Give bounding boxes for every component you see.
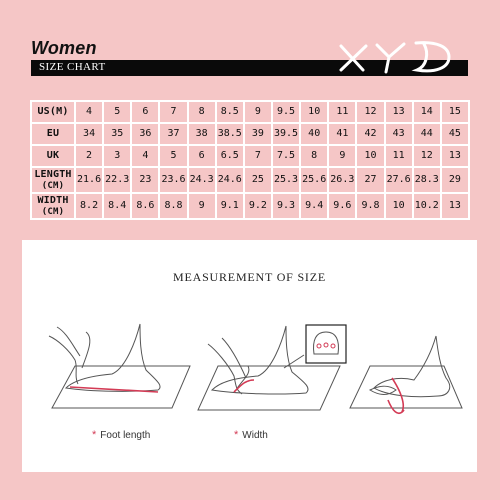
- size-cell: 10.2: [413, 193, 441, 219]
- foot-length-illustration: [49, 324, 190, 408]
- size-cell: 5: [159, 145, 187, 167]
- size-cell: 9.1: [216, 193, 244, 219]
- measurement-panel: [22, 240, 477, 472]
- size-cell: 25.6: [300, 167, 328, 193]
- size-cell: 22.3: [103, 167, 131, 193]
- size-cell: 9.3: [272, 193, 300, 219]
- size-cell: 14: [413, 101, 441, 123]
- size-row: [31, 193, 469, 219]
- size-cell: 39: [244, 123, 272, 145]
- size-row-label: [31, 193, 75, 219]
- size-cell: 4: [75, 101, 103, 123]
- size-cell: 12: [356, 101, 384, 123]
- size-cell: 26.3: [328, 167, 356, 193]
- size-cell: 24.3: [188, 167, 216, 193]
- size-cell: 8: [300, 145, 328, 167]
- size-cell: 25.3: [272, 167, 300, 193]
- width-marker: *: [234, 429, 239, 441]
- brand-title: Women: [31, 38, 97, 58]
- width-label: Width: [242, 429, 268, 441]
- foot-length-label: Foot length: [100, 429, 151, 441]
- size-cell: 28.3: [413, 167, 441, 193]
- size-cell: 35: [103, 123, 131, 145]
- size-cell: 9: [328, 145, 356, 167]
- size-cell: 5: [103, 101, 131, 123]
- size-table-grid: [30, 100, 470, 220]
- size-cell: 9: [244, 101, 272, 123]
- size-cell: 8.8: [159, 193, 187, 219]
- size-cell: 41: [328, 123, 356, 145]
- size-chart-label: SIZE CHART: [39, 61, 106, 73]
- size-cell: 21.6: [75, 167, 103, 193]
- size-cell: 9: [188, 193, 216, 219]
- size-cell: 8.2: [75, 193, 103, 219]
- size-cell: 3: [103, 145, 131, 167]
- size-cell: 10: [356, 145, 384, 167]
- size-cell: 45: [441, 123, 469, 145]
- size-row-label: [31, 167, 75, 193]
- size-cell: 44: [413, 123, 441, 145]
- size-cell: 9.4: [300, 193, 328, 219]
- size-cell: 36: [131, 123, 159, 145]
- size-cell: 15: [441, 101, 469, 123]
- size-cell: 2: [75, 145, 103, 167]
- size-cell: 34: [75, 123, 103, 145]
- size-cell: 40: [300, 123, 328, 145]
- size-row: [31, 101, 469, 123]
- size-cell: 37: [159, 123, 187, 145]
- brand-logo: [333, 39, 463, 77]
- size-cell: 4: [131, 145, 159, 167]
- size-row: [31, 145, 469, 167]
- foot-width-illustration: [198, 325, 346, 410]
- size-cell: 25: [244, 167, 272, 193]
- size-cell: 38.5: [216, 123, 244, 145]
- foot-length-marker: *: [92, 429, 97, 441]
- width-legend: [234, 429, 268, 441]
- size-cell: 9.2: [244, 193, 272, 219]
- size-cell: 27.6: [385, 167, 413, 193]
- size-cell: 10: [300, 101, 328, 123]
- size-cell: 6: [131, 101, 159, 123]
- size-cell: 7: [159, 101, 187, 123]
- size-cell: 42: [356, 123, 384, 145]
- size-row: [31, 167, 469, 193]
- size-cell: 38: [188, 123, 216, 145]
- size-cell: 10: [385, 193, 413, 219]
- size-cell: 6: [188, 145, 216, 167]
- size-cell: 9.8: [356, 193, 384, 219]
- size-cell: 23.6: [159, 167, 187, 193]
- foot-top-view-illustration: [350, 336, 462, 413]
- measurement-title: MEASUREMENT OF SIZE: [173, 270, 326, 284]
- size-cell: 8: [188, 101, 216, 123]
- size-cell: 9.6: [328, 193, 356, 219]
- size-cell: 13: [441, 193, 469, 219]
- size-row-label: [31, 123, 75, 145]
- size-cell: 24.6: [216, 167, 244, 193]
- size-cell: 8.4: [103, 193, 131, 219]
- size-cell: 8.6: [131, 193, 159, 219]
- size-cell: 7: [244, 145, 272, 167]
- size-cell: 11: [385, 145, 413, 167]
- size-cell: 13: [441, 145, 469, 167]
- size-cell: 8.5: [216, 101, 244, 123]
- size-row-label: [31, 101, 75, 123]
- size-cell: 9.5: [272, 101, 300, 123]
- size-cell: 27: [356, 167, 384, 193]
- size-cell: 13: [385, 101, 413, 123]
- size-row-label-text: EU: [46, 128, 60, 139]
- size-row-label-text: UK: [46, 150, 60, 161]
- size-cell: 43: [385, 123, 413, 145]
- foot-length-legend: [92, 429, 150, 441]
- size-row-unit: (CM): [41, 207, 65, 217]
- size-row-unit: (CM): [41, 181, 65, 191]
- size-cell: 6.5: [216, 145, 244, 167]
- size-cell: 7.5: [272, 145, 300, 167]
- size-row-label-text: WIDTH: [37, 195, 69, 206]
- size-cell: 29: [441, 167, 469, 193]
- size-cell: 11: [328, 101, 356, 123]
- size-row: [31, 123, 469, 145]
- size-table: [30, 100, 470, 230]
- size-row-label: [31, 145, 75, 167]
- size-row-label-text: LENGTH: [34, 169, 72, 180]
- size-cell: 12: [413, 145, 441, 167]
- size-cell: 23: [131, 167, 159, 193]
- size-row-label-text: US(M): [37, 106, 69, 117]
- size-cell: 39.5: [272, 123, 300, 145]
